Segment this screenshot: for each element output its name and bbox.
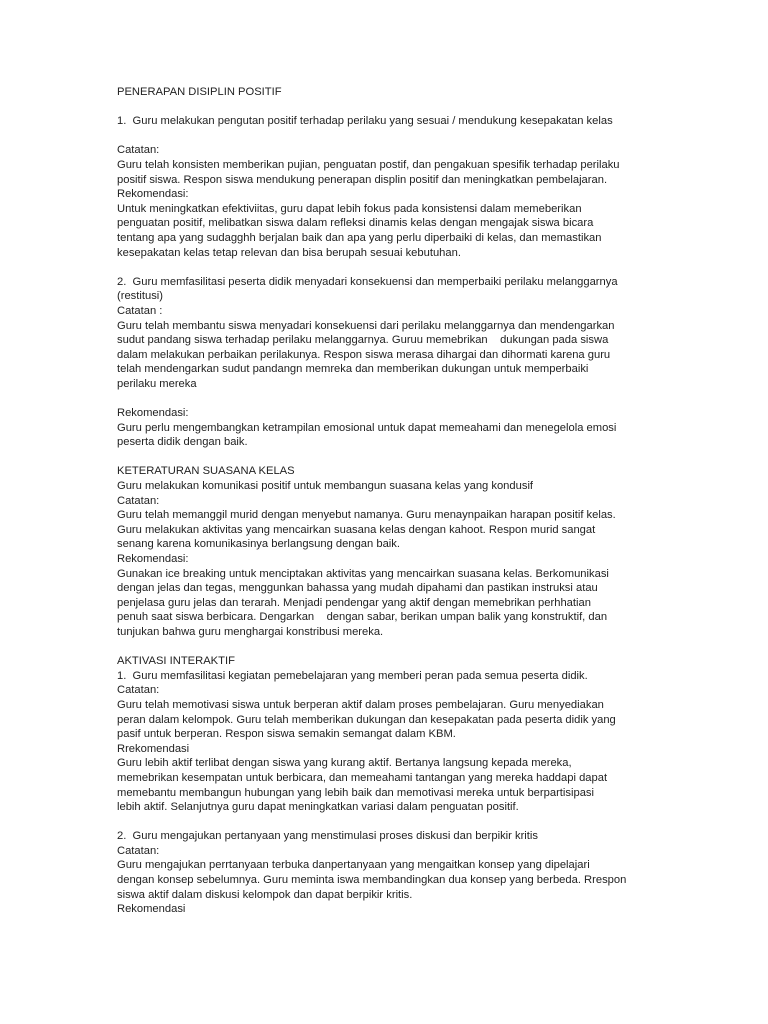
text-line: Rekomendasi: <box>117 188 189 201</box>
text-line: siswa aktif dalam diskusi kelompok dan dapat berpikir kritis. <box>117 888 413 901</box>
blank-line <box>117 450 657 465</box>
text-line: (restitusi) <box>117 290 163 303</box>
text-line: Guru telah memanggil murid dengan menyebut namanya. Guru menaynpaikan harapan positif kelas. <box>117 509 616 522</box>
text-line: dengan konsep sebelumnya. Guru meminta iswa membandingkan dua konsep yang berbeda. Rrespon <box>117 874 627 887</box>
text-line: Untuk meningkatkan efektiviitas, guru dapat lebih fokus pada konsistensi dalam memeberikan <box>117 202 582 215</box>
text-line: kesepakatan kelas tetap relevan dan bisa berupah sesuai kebutuhan. <box>117 246 461 259</box>
text-line: PENERAPAN DISIPLIN POSITIF <box>117 86 282 98</box>
text-line: Rekomendasi: <box>117 553 189 565</box>
text-line: Guru telah konsisten memberikan pujian, penguatan postif, dan pengakuan spesifik terhadap perilaku <box>117 158 620 171</box>
text-line: Guru mengajukan perrtanyaan terbuka danpertanyaan yang mengaitkan konsep yang dipelajari <box>117 859 590 872</box>
text-line: memebantu membangun hubungan yang lebih baik dan memotivasi mereka untuk berpartisipasi <box>117 786 594 799</box>
text-line: penguatan positif, melibatkan siswa dalam refleksi dinamis kelas dengan mengajak siswa bicara <box>117 217 594 230</box>
text-line: memebrikan kesempatan untuk berbicara, dan memeahami tantangan yang mereka haddapi dapat <box>117 771 608 784</box>
text-line: tunjukan bahwa guru menghargai konstribusi mereka. <box>117 625 384 638</box>
blank-line <box>117 391 657 406</box>
blank-line <box>117 260 657 275</box>
text-line: Guru lebih aktif terlibat dengan siswa yang kurang aktif. Bertanya langsung kepada mereka, <box>117 757 572 770</box>
blank-line <box>117 129 657 144</box>
text-line: 1. Guru melakukan pengutan positif terhadap perilaku yang sesuai / mendukung kesepakatan kelas <box>117 115 613 128</box>
text-line: sudut pandang siswa terhadap perilaku melanggarnya. Guruu memebrikan dukungan pada siswa <box>117 334 609 347</box>
text-line: senang karena komunikasinya berlangsung dengan baik. <box>117 538 400 551</box>
text-line: Gunakan ice breaking untuk menciptakan aktivitas yang mencairkan suasana kelas. Berkomunikasi <box>117 567 609 580</box>
text-line: penuh saat siswa berbicara. Dengarkan dengan sabar, berikan umpan balik yang konstruktif, dan <box>117 611 608 624</box>
text-line: dengan jelas dan tegas, menggunkan bahassa yang mudah dipahami dan pastikan instruksi atau <box>117 582 598 595</box>
blank-line <box>117 815 657 830</box>
text-line: positif siswa. Respon siswa mendukung penerapan displin positif dan meningkatkan pembelajaran. <box>117 173 608 186</box>
text-line: Catatan: <box>117 844 160 857</box>
text-line: peran dalam kelompok. Guru telah memberikan dukungan dan kesepakatan pada peserta didik yang <box>117 713 616 726</box>
blank-line <box>117 640 657 655</box>
text-line: Catatan: <box>117 144 160 157</box>
text-line: KETERATURAN SUASANA KELAS <box>117 465 295 478</box>
text-line: Catatan : <box>117 304 163 317</box>
text-line: Guru melakukan aktivitas yang mencairkan suasana kelas dengan kahoot. Respon murid sangat <box>117 523 596 536</box>
text-line: Guru perlu mengembangkan ketrampilan emosional untuk dapat memeahami dan menegelola emosi <box>117 421 617 434</box>
text-line: Guru melakukan komunikasi positif untuk membangun suasana kelas yang kondusif <box>117 480 534 493</box>
text-line: peserta didik dengan baik. <box>117 436 248 449</box>
text-line: Rekomendasi <box>117 903 186 916</box>
text-line: telah mendengarkan sudut pandangn memreka dan memberikan dukungan untuk memperbaiki <box>117 363 589 376</box>
text-line: Catatan: <box>117 494 160 507</box>
text-line: Guru telah membantu siswa menyadari konsekuensi dari perilaku melanggarnya dan mendengarkan <box>117 319 615 332</box>
text-line: 2. Guru memfasilitasi peserta didik menyadari konsekuensi dan memperbaiki perilaku melanggarnya <box>117 275 618 288</box>
text-line: AKTIVASI INTERAKTIF <box>117 655 235 668</box>
text-line: pasif untuk berperan. Respon siswa semakin semangat dalam KBM. <box>117 728 456 741</box>
blank-line <box>117 100 657 115</box>
text-line: dalam melakukan perbaikan perilakunya. Respon siswa merasa dihargai dan dihormati karena guru <box>117 348 611 361</box>
text-line: perilaku mereka <box>117 377 197 390</box>
text-line: 2. Guru mengajukan pertanyaan yang menstimulasi proses diskusi dan berpikir kritis <box>117 830 538 843</box>
text-line: tentang apa yang sudagghh berjalan baik dan apa yang perlu diperbaiki di kelas, dan memastikan <box>117 231 602 244</box>
text-line: Catatan: <box>117 684 160 697</box>
text-line: penjelasa guru jelas dan terarah. Menjadi pendengar yang aktif dengan memebrikan perhhatian <box>117 596 591 609</box>
text-line: lebih aktif. Selanjutnya guru dapat meningkatkan variasi dalam penguatan positif. <box>117 801 519 814</box>
text-line: Rekomendasi: <box>117 407 189 420</box>
document-body <box>117 85 657 917</box>
text-line: Guru telah memotivasi siswa untuk berperan aktif dalam proses pembelajaran. Guru menyediakan <box>117 698 604 711</box>
text-line: 1. Guru memfasilitasi kegiatan pemebelajaran yang memberi peran pada semua peserta didik. <box>117 669 588 682</box>
text-line: Rrekomendasi <box>117 742 190 755</box>
